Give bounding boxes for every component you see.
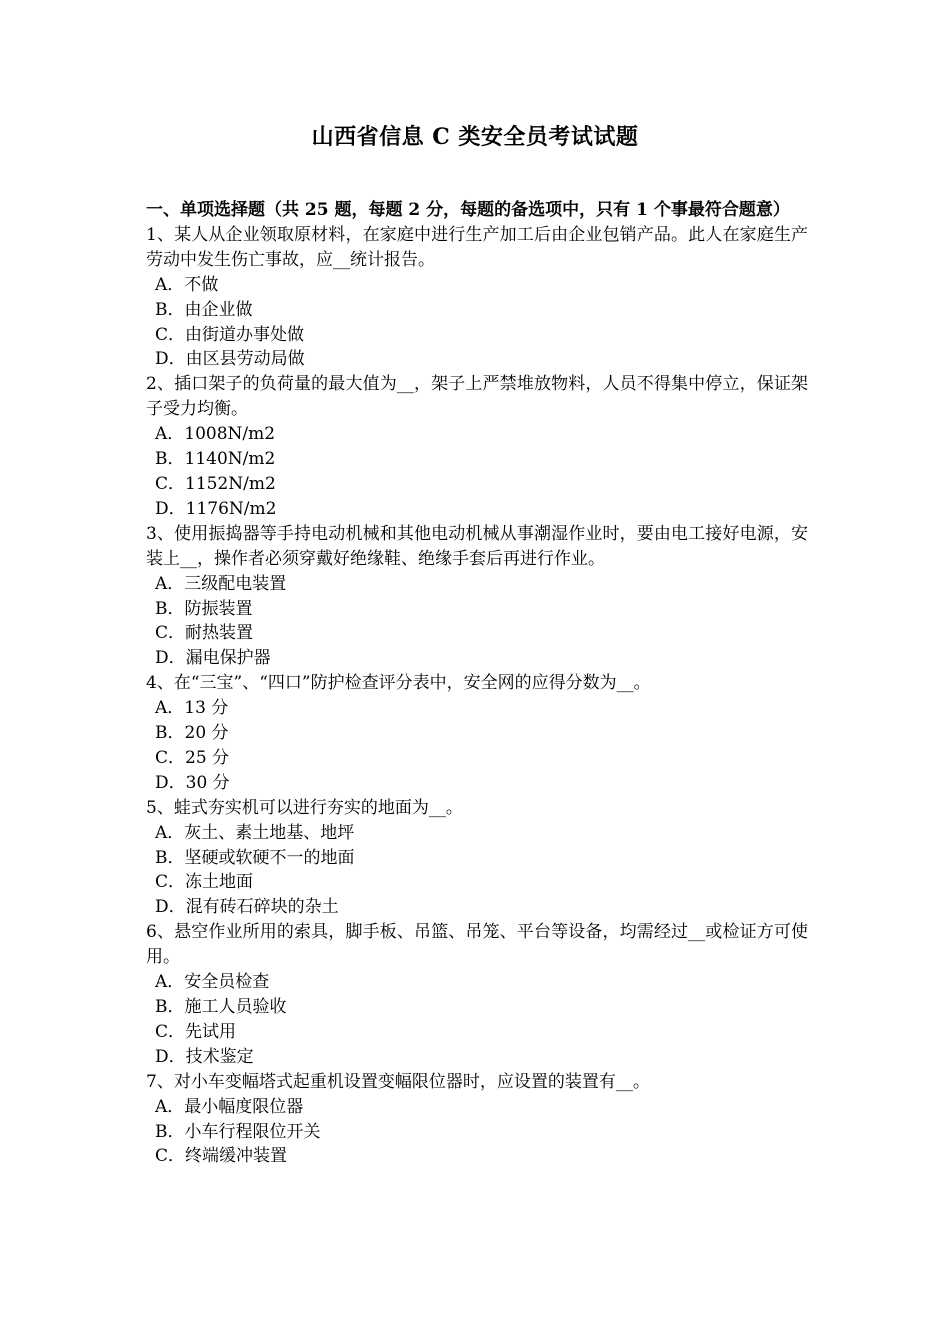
option-letter: B． (155, 449, 185, 470)
option-text: 技术鉴定 (185, 1046, 254, 1067)
option-letter: D． (155, 648, 186, 669)
option-text: 施工人员验收 (184, 997, 287, 1017)
option-letter: D． (155, 897, 186, 918)
question-5 (146, 796, 808, 921)
option-letter: D． (155, 1046, 186, 1067)
option-letter: C． (155, 623, 186, 644)
option-text: 1140N/m2 (184, 449, 276, 470)
question-6 (146, 920, 808, 1069)
option-text: 13 分 (184, 698, 229, 719)
option-text: 漏电保护器 (185, 648, 271, 669)
option-text: 25 分 (185, 747, 230, 768)
option-letter: C． (155, 1146, 186, 1167)
option-letter: A． (155, 972, 185, 993)
option-text: 不做 (184, 274, 219, 295)
question-text: 7、对小车变幅塔式起重机设置变幅限位器时，应设置的装置有__。 (146, 1071, 650, 1092)
option-text: 由区县劳动局做 (185, 349, 305, 370)
option-c (146, 870, 808, 895)
option-a (146, 970, 808, 995)
option-text: 1008N/m2 (184, 424, 276, 445)
question-text: 4、在“三宝”、“四口”防护检查评分表中，安全网的应得分数为__。 (146, 673, 651, 694)
option-letter: B． (155, 997, 185, 1017)
option-text: 安全员检查 (184, 972, 270, 993)
option-b (146, 298, 808, 323)
question-text: 2、插口架子的负荷量的最大值为__，架子上严禁堆放物料，人员不得集中停立，保证架子受力均衡。 (146, 374, 808, 420)
question-3 (146, 522, 808, 671)
option-letter: D． (155, 498, 186, 519)
option-letter: D． (155, 349, 186, 370)
option-letter: A． (155, 573, 185, 594)
option-text: 灰土、素土地基、地坪 (184, 822, 355, 843)
option-letter: C． (155, 473, 186, 494)
option-text: 终端缓冲装置 (185, 1146, 288, 1167)
option-a (146, 422, 808, 447)
option-b (146, 447, 808, 472)
option-text: 防振装置 (184, 598, 253, 619)
question-text: 5、蛙式夯实机可以进行夯实的地面为__。 (146, 797, 463, 818)
option-letter: A． (155, 274, 185, 295)
option-c (146, 621, 808, 646)
option-text: 1176N/m2 (185, 498, 277, 519)
question-4 (146, 671, 808, 796)
document-title: 山西省信息 C 类安全员考试试题 (311, 124, 639, 150)
option-c (146, 1020, 808, 1045)
option-text: 坚硬或软硬不一的地面 (184, 847, 355, 868)
question-1 (146, 223, 808, 372)
option-letter: A． (155, 698, 185, 719)
option-text: 1152N/m2 (185, 473, 276, 494)
option-d (146, 646, 808, 671)
option-letter: C． (155, 747, 186, 768)
option-a (146, 696, 808, 721)
option-letter: A． (155, 424, 185, 445)
question-7 (146, 1070, 808, 1170)
option-c (146, 472, 808, 497)
option-letter: A． (155, 822, 185, 843)
option-d (146, 895, 808, 920)
option-letter: C． (155, 872, 186, 893)
question-text: 6、悬空作业所用的索具，脚手板、吊篮、吊笼、平台等设备，均需经过__或检证方可使用。 (146, 922, 808, 968)
option-b (146, 1120, 808, 1145)
option-d (146, 497, 808, 522)
section-heading: 一、单项选择题（共 25 题，每题 2 分，每题的备选项中，只有 1 个事最符合题意） (146, 200, 790, 220)
option-a (146, 273, 808, 298)
option-c (146, 323, 808, 348)
option-text: 由街道办事处做 (185, 324, 305, 345)
option-text: 30 分 (185, 772, 230, 793)
question-text: 3、使用振捣器等手持电动机械和其他电动机械从事潮湿作业时，要由电工接好电源，安装上__，操作者必须穿戴好绝缘鞋、绝缘手套后再进行作业。 (146, 523, 808, 569)
option-letter: B． (155, 299, 185, 320)
option-a (146, 821, 808, 846)
option-text: 三级配电装置 (184, 573, 287, 594)
option-c (146, 746, 808, 771)
question-2 (146, 372, 808, 521)
option-letter: B． (155, 723, 185, 744)
option-letter: A． (155, 1096, 185, 1117)
option-letter: C． (155, 324, 186, 345)
option-text: 冻土地面 (185, 872, 254, 893)
option-text: 20 分 (184, 723, 229, 744)
option-letter: B． (155, 1121, 185, 1142)
option-text: 最小幅度限位器 (184, 1096, 304, 1117)
option-d (146, 771, 808, 796)
option-text: 由企业做 (184, 299, 253, 320)
option-text: 混有砖石碎块的杂土 (185, 897, 339, 918)
question-text: 1、某人从企业领取原材料，在家庭中进行生产加工后由企业包销产品。此人在家庭生产劳动中发生伤亡事故，应__统计报告。 (146, 224, 808, 270)
option-letter: D． (155, 772, 186, 793)
option-text: 耐热装置 (185, 623, 254, 644)
option-b (146, 721, 808, 746)
option-text: 先试用 (185, 1021, 237, 1042)
option-d (146, 1045, 808, 1070)
option-b (146, 846, 808, 871)
option-c (146, 1144, 808, 1169)
option-text: 小车行程限位开关 (184, 1121, 321, 1142)
option-letter: C． (155, 1021, 186, 1042)
option-a (146, 1095, 808, 1120)
document-body (146, 198, 808, 1169)
option-b (146, 597, 808, 622)
option-letter: B． (155, 847, 185, 868)
option-d (146, 347, 808, 372)
option-letter: B． (155, 598, 185, 619)
option-b (146, 995, 808, 1020)
option-a (146, 572, 808, 597)
